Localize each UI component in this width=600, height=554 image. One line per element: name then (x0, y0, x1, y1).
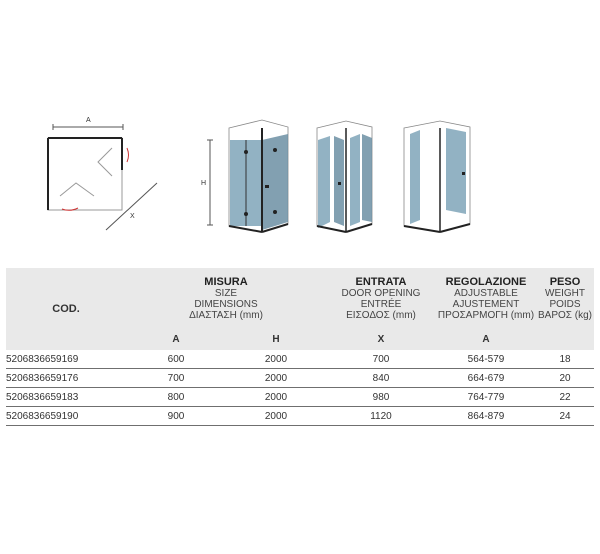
subheader-a-adjustable: A (436, 334, 536, 350)
header-door-opening-fr: ENTRÉE (360, 299, 402, 310)
subheader-x: X (326, 334, 436, 350)
table-row (6, 369, 594, 388)
header-weight-fr: POIDS (549, 299, 581, 310)
cell-code: 5206836659190 (6, 407, 126, 426)
cell-door-opening: 980 (326, 388, 436, 407)
header-adjustable-fr: AJUSTEMENT (452, 299, 520, 310)
cell-size-h: 2000 (226, 369, 326, 388)
cell-door-opening: 700 (326, 350, 436, 369)
table-row (6, 388, 594, 407)
cell-door-opening: 1120 (326, 407, 436, 426)
cell-size-a: 600 (126, 350, 226, 369)
plan-view-diagram (48, 117, 157, 230)
cell-code: 5206836659169 (6, 350, 126, 369)
cell-adjustable: 764-779 (436, 388, 536, 407)
header-size (126, 268, 326, 334)
header-weight-gr: ΒΑΡΟΣ (kg) (538, 310, 592, 321)
header-adjustable (436, 268, 536, 334)
cell-weight: 20 (536, 369, 594, 388)
cell-size-a: 800 (126, 388, 226, 407)
cell-adjustable: 864-879 (436, 407, 536, 426)
cell-adjustable: 564-579 (436, 350, 536, 369)
header-size-en: SIZE (214, 288, 238, 299)
enclosure-folding-open-diagram (317, 121, 372, 232)
table-row (6, 350, 594, 369)
header-door-opening-it: ENTRATA (355, 276, 407, 288)
subheader-a: A (126, 334, 226, 350)
cell-size-a: 700 (126, 369, 226, 388)
header-weight-en: WEIGHT (545, 288, 585, 299)
table-row (6, 407, 594, 426)
header-size-fr: DIMENSIONS (194, 299, 258, 310)
header-adjustable-gr: ΠΡΟΣΑΡΜΟΓΗ (mm) (437, 310, 535, 321)
table-header-row (6, 268, 594, 334)
cell-adjustable: 664-679 (436, 369, 536, 388)
cell-weight: 24 (536, 407, 594, 426)
cell-weight: 22 (536, 388, 594, 407)
cell-weight: 18 (536, 350, 594, 369)
cell-code: 5206836659183 (6, 388, 126, 407)
cell-code: 5206836659176 (6, 369, 126, 388)
cell-door-opening: 840 (326, 369, 436, 388)
cell-size-a: 900 (126, 407, 226, 426)
dimension-h-label: H (201, 180, 207, 187)
header-door-opening-en: DOOR OPENING (341, 288, 421, 299)
header-adjustable-it: REGOLAZIONE (445, 276, 527, 288)
cell-size-h: 2000 (226, 407, 326, 426)
header-weight-it: PESO (549, 276, 581, 288)
dimension-x-label: X (130, 213, 135, 220)
cell-size-h: 2000 (226, 350, 326, 369)
enclosure-closed-diagram (201, 120, 288, 232)
dimension-a-label: A (86, 117, 91, 124)
header-weight (536, 268, 594, 334)
header-size-gr: ΔΙΑΣΤΑΣΗ (mm) (189, 310, 263, 321)
specifications-table (6, 268, 594, 426)
header-door-opening-gr: ΕΙΣΟΔΟΣ (mm) (346, 310, 416, 321)
enclosure-door-swing-diagram (404, 121, 470, 232)
header-size-it: MISURA (204, 276, 248, 288)
header-adjustable-en: ADJUSTABLE (454, 288, 518, 299)
header-door-opening (326, 268, 436, 334)
subheader-h: H (226, 334, 326, 350)
header-code: COD. (6, 268, 126, 350)
product-diagrams (0, 0, 600, 260)
cell-size-h: 2000 (226, 388, 326, 407)
subheader-weight-blank (536, 334, 594, 350)
